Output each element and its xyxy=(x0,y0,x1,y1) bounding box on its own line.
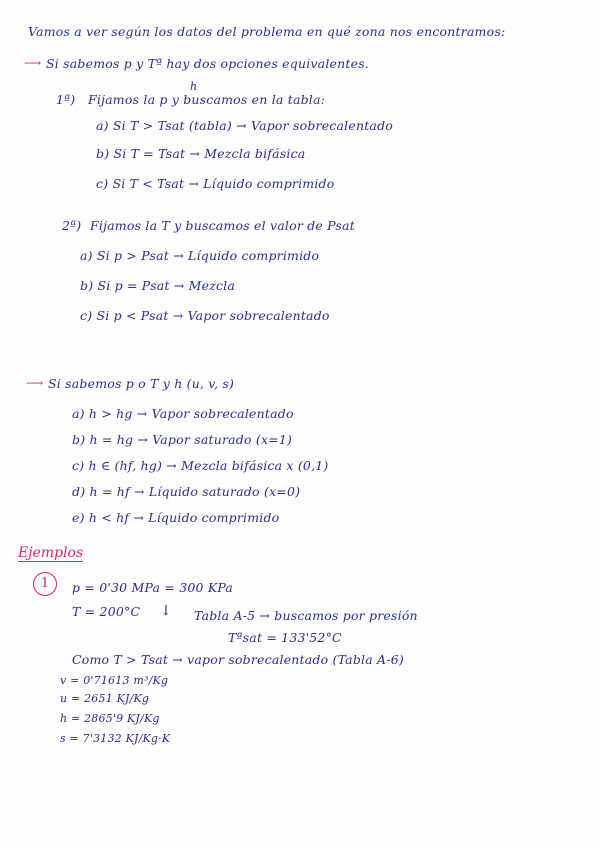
example-tabla: Tabla A-5 → buscamos por presión xyxy=(194,608,418,623)
superscript-h: h xyxy=(190,80,198,93)
option2-item-b: b) Si p = Psat → Mezcla xyxy=(80,278,236,293)
example-temperature: T = 200°C xyxy=(72,604,141,619)
example-tsat: Tªsat = 133'52°C xyxy=(228,630,342,645)
option2-heading: Fijamos la T y buscamos el valor de Psat xyxy=(90,218,355,233)
option1-item-a: a) Si T > Tsat (tabla) → Vapor sobrecalentado xyxy=(96,118,394,133)
section2-item-d: d) h = hf → Líquido saturado (x=0) xyxy=(72,484,301,499)
section2-item-a: a) h > hg → Vapor sobrecalentado xyxy=(72,406,294,421)
example-value-s: s = 7'3132 KJ/Kg·K xyxy=(60,732,171,745)
example-value-u: u = 2651 KJ/Kg xyxy=(60,692,150,705)
option2-label: 2ª) xyxy=(62,218,82,233)
intro-text: Vamos a ver según los datos del problema en qué zona nos encontramos: xyxy=(28,24,506,39)
ejemplos-heading: Ejemplos xyxy=(18,545,84,561)
option1-item-b: b) Si T = Tsat → Mezcla bifásica xyxy=(96,146,306,161)
section2-heading: Si sabemos p o T y h (u, v, s) xyxy=(48,376,235,391)
section2-item-e: e) h < hf → Líquido comprimido xyxy=(72,510,280,525)
example-value-h: h = 2865'9 KJ/Kg xyxy=(60,712,160,725)
arrow-icon: ⟶ xyxy=(24,56,42,70)
arrow-down-icon: ↓ xyxy=(160,603,172,619)
option1-item-c: c) Si T < Tsat → Líquido comprimido xyxy=(96,176,335,191)
arrow-icon: ⟶ xyxy=(26,376,44,390)
example-pressure: p = 0'30 MPa = 300 KPa xyxy=(72,580,234,595)
option2-item-a: a) Si p > Psat → Líquido comprimido xyxy=(80,248,320,263)
section2-item-b: b) h = hg → Vapor saturado (x=1) xyxy=(72,432,293,447)
example-como: Como T > Tsat → vapor sobrecalentado (Tabla A-6) xyxy=(72,652,404,667)
option1-label: 1ª) xyxy=(56,92,76,107)
section1-heading: Si sabemos p y Tª hay dos opciones equivalentes. xyxy=(46,56,369,71)
example-number-circle: 1 xyxy=(33,572,57,596)
example-value-v: v = 0'71613 m³/Kg xyxy=(60,674,169,687)
option1-heading: Fijamos la p y buscamos en la tabla: xyxy=(88,92,326,107)
section2-item-c: c) h ∈ (hf, hg) → Mezcla bifásica x (0,1) xyxy=(72,458,329,473)
option2-item-c: c) Si p < Psat → Vapor sobrecalentado xyxy=(80,308,330,323)
